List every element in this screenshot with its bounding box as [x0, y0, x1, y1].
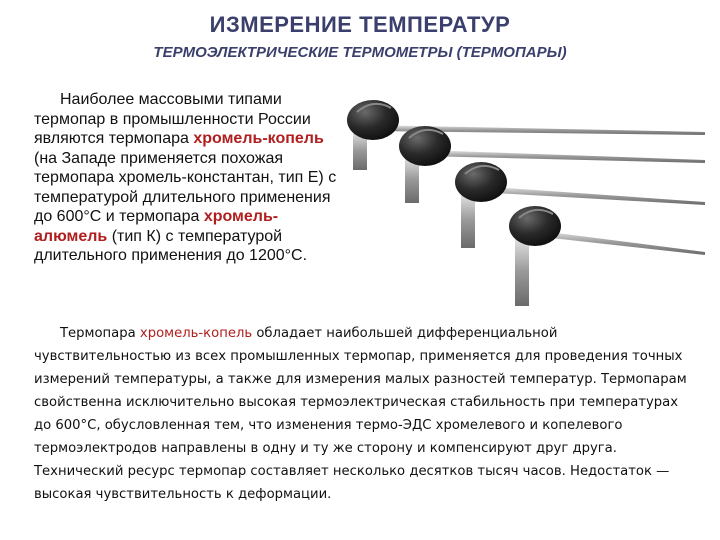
thermocouple-probe-4 — [509, 206, 705, 306]
intro-text-3: (тип К) с температурой длительного применения до 1200°С. — [34, 227, 308, 264]
intro-text-1: Наиболее массовыми типами термопар в промышленности России являются термопара — [34, 91, 311, 147]
intro-text-2: (на Западе применяется похожая термопара хромель-константан, тип Е) с температурой длительного применения до 600°С и термопара — [34, 149, 337, 225]
highlight-chromel-copel: хромель-копель — [193, 130, 324, 147]
intro-paragraph — [34, 90, 344, 266]
thermocouple-probe-3 — [455, 162, 705, 248]
body-text-1: Термопара — [60, 326, 140, 341]
highlight-chromel-copel-body: хромель-копель — [139, 326, 253, 341]
slide-title: ИЗМЕРЕНИЕ ТЕМПЕРАТУР — [209, 12, 511, 37]
body-paragraph — [34, 322, 692, 506]
thermocouple-probes-image — [345, 90, 710, 322]
highlight-chromel-alumel: хромель-алюмель — [34, 208, 279, 245]
body-text-2: обладает наибольшей дифференциальной чувствительностью из всех промышленных термопар, применяется для проведения точных измерений температуры, а также для измерения малых разностей температур. Термопарам свойственна исключительно высокая термоэлектрическая стабильность при температурах до 600°С, обусловленная тем, что изменения термо-ЭДС хромелевого и копелевого термоэлектродов направлены в одну и ту же сторону и компенсируют друг друга. Технический ресурс термопар составляет несколько десятков тысяч часов. Недостаток — высокая чувствительность к деформации. — [34, 326, 687, 502]
slide-subtitle: ТЕРМОЭЛЕКТРИЧЕСКИЕ ТЕРМОМЕТРЫ (ТЕРМОПАРЫ) — [153, 44, 567, 61]
